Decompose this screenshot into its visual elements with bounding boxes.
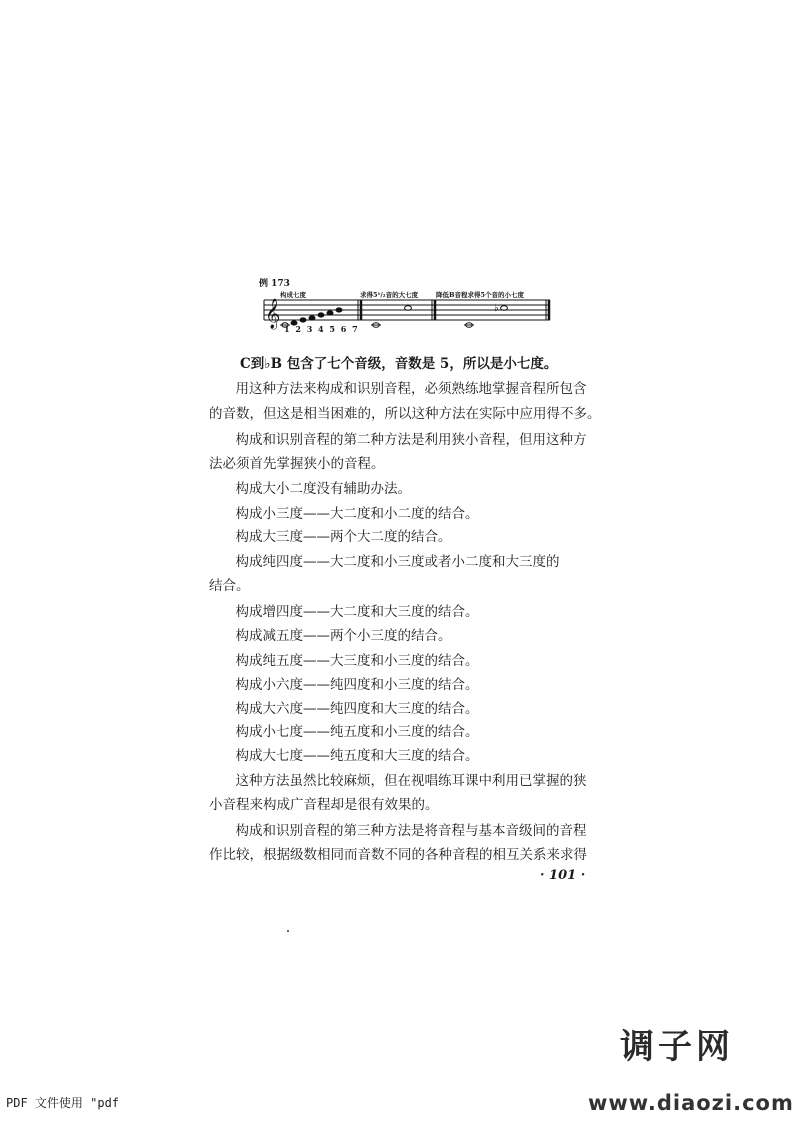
paragraph-line: 构成增四度——大二度和大三度的结合。 [222,604,479,620]
paragraph-line: 构成纯五度——大三度和小三度的结合。 [222,653,479,669]
paragraph-line: 法必须首先掌握狭小的音程。 [209,456,385,472]
section-label-3: 降低B音程求得5个音的小七度 [436,291,525,299]
paragraph-line: 的音数，但这是相当困难的，所以这种方法在实际中应用得不多。 [209,406,601,422]
paragraph-line: 用这种方法来构成和识别音程，必须熟练地掌握音程所包含 [222,381,587,397]
watermark-logo: 调子网 [620,1027,734,1067]
flat-icon: ♭ [494,303,499,314]
paragraph-line: 构成小六度——纯四度和小三度的结合。 [222,677,479,693]
section-label-2: 求得5¹/₂音的大七度 [360,291,419,299]
section-label-1: 构成七度 [280,291,306,299]
degree-numbers: 1 2 3 4 5 6 7 [284,324,360,334]
paragraph-line: 构成大三度——两个大二度的结合。 [222,529,452,545]
watermark-url: www.diaozi.com [588,1091,794,1115]
paragraph-line: 结合。 [209,578,250,594]
paragraph-line: 构成大六度——纯四度和大三度的结合。 [222,701,479,717]
paragraph-line: 构成纯四度——大二度和小三度或者小二度和大三度的 [222,554,560,570]
paragraph-line: 构成减五度——两个小三度的结合。 [222,628,452,644]
paragraph-line: 构成小七度——纯五度和小三度的结合。 [222,724,479,740]
paragraph-line: 构成和识别音程的第三种方法是将音程与基本音级间的音程 [222,823,587,839]
example-label: 例 173 [259,279,290,289]
paragraph-line: 构成大小二度没有辅助办法。 [222,481,411,497]
paragraph-line: 小音程来构成广音程却是很有效果的。 [209,797,439,813]
paragraph-line: 构成和识别音程的第二种方法是利用狭小音程，但用这种方 [222,432,587,448]
paragraph-line: C到♭B 包含了七个音级，音数是 5，所以是小七度。 [240,356,558,372]
paragraph-line: 作比较，根据级数相同而音数不同的各种音程的相互关系来求得 [209,847,587,863]
pdf-footer-text: PDF 文件使用 "pdf [6,1096,120,1110]
interval-notes-1 [371,306,411,328]
paragraph-line: 构成大七度——纯五度和大三度的结合。 [222,748,479,764]
paragraph-line: 这种方法虽然比较麻烦，但在视唱练耳课中利用已掌握的狭 [222,773,587,789]
page-number: · 101 · [540,868,586,883]
paragraph-line: 构成小三度——大二度和小二度的结合。 [222,506,479,522]
treble-clef-icon: 𝄞 [265,299,281,329]
stray-dot [287,930,289,932]
